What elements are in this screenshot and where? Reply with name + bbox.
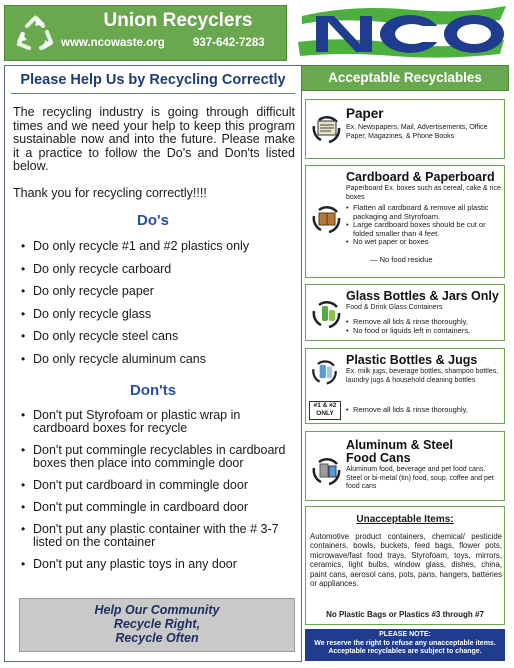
rule-item: • No wet paper or boxes <box>346 238 503 247</box>
badge-line: #1 & #2 <box>313 402 337 409</box>
list-item: • Do only recycle glass <box>21 308 291 321</box>
nco-logo <box>294 2 510 62</box>
category-rules <box>346 406 503 415</box>
badge-line: ONLY <box>316 410 334 417</box>
category-description: Aluminum food, beverage and pet food cans. Steel or bi-metal (tin) food, soup, coffee and pet food cans <box>346 466 494 490</box>
donts-heading: Don'ts <box>129 382 177 399</box>
rule-item: — No food residue <box>370 255 433 264</box>
panel-heading: Acceptable Recyclables <box>301 65 509 91</box>
list-item: • Do only recycle aluminum cans <box>21 353 291 366</box>
unacceptable-items <box>305 506 505 625</box>
list-item: • Don't put any plastic toys in any door <box>21 558 291 571</box>
website-link[interactable]: www.ncowaste.org <box>61 37 165 49</box>
dos-list <box>21 240 291 375</box>
instructions-panel <box>4 65 302 662</box>
banner-line: Recycle Often <box>115 631 199 645</box>
list-item: • Do only recycle #1 and #2 plastics only <box>21 240 291 253</box>
intro-paragraph: The recycling industry is going through difficult times and we need your help to keep this program sustainable now and into the future. Please make it a practice to follow the Do's and Don'ts listed below. <box>13 105 295 173</box>
list-item: • Do only recycle paper <box>21 285 291 298</box>
category-cardboard <box>305 165 505 278</box>
list-item: • Don't put commingle in cardboard door <box>21 501 291 514</box>
note-box <box>305 629 505 661</box>
unacceptable-list: Automotive product containers, chemical/ pesticide containers, bowls, buckets, feed bags, flower pots, microwave/fast food trays, Styrofoam, toys, mirrors, ceramics, light bulbs, window glass, dishes, china, paint cans, aerosol cans, pots, pans, hangers, batteries or appliances. <box>310 532 502 589</box>
banner-line: Recycle Right, <box>113 617 201 631</box>
cardboard-recycle-icon <box>309 200 345 236</box>
rule-item: • Flatten all cardboard & remove all plastic packaging and Styrofoam. <box>346 204 503 221</box>
list-item: • Don't put Styrofoam or plastic wrap in cardboard boxes for recycle <box>21 409 291 435</box>
recyclables-panel <box>299 65 510 662</box>
category-metal-cans <box>305 431 505 501</box>
category-title: Aluminum & Steel <box>346 438 453 452</box>
banner-line: Help Our Community <box>94 603 220 617</box>
category-title: Plastic Bottles & Jugs <box>346 353 478 367</box>
category-paper <box>305 99 505 159</box>
rule-item: • Large cardboard boxes should be cut or folded smaller than 4 feet. <box>346 221 503 238</box>
panel-title: Please Help Us by Recycling Correctly <box>20 72 286 88</box>
list-item: • Don't put commingle recyclables in cardboard boxes then place into commingle door <box>21 444 291 470</box>
community-banner <box>19 598 295 652</box>
rule-item: • No food or liquids left in containers. <box>346 327 503 336</box>
dos-heading: Do's <box>137 212 169 229</box>
category-plastic <box>305 348 505 424</box>
header-banner <box>4 5 287 61</box>
category-description: Food & Drink Glass Containers <box>346 304 443 311</box>
note-heading: PLEASE NOTE: <box>379 631 431 638</box>
category-rules <box>346 204 503 247</box>
recycle-icon <box>13 12 57 56</box>
paper-recycle-icon <box>309 110 345 146</box>
phone-number: 937-642-7283 <box>193 37 265 49</box>
note-line: Acceptable recyclables are subject to change. <box>328 648 482 655</box>
rule-item: • Remove all lids & rinse thoroughly, <box>346 318 503 327</box>
category-description: Ex. Newspapers, Mail, Advertisements, Office Paper, Magazines, & Phone Books <box>346 124 488 140</box>
category-title: Food Cans <box>346 451 411 465</box>
divider <box>11 93 295 94</box>
thanks-text: Thank you for recycling correctly!!!! <box>13 186 207 200</box>
plastic-recycle-icon <box>309 355 341 387</box>
category-description: Paperboard Ex. boxes such as cereal, cake & rice boxes <box>346 185 501 201</box>
unacceptable-title: Unacceptable Items: <box>356 514 454 525</box>
cans-recycle-icon <box>309 452 345 488</box>
category-description: Ex. milk jugs, beverage bottles, shampoo bottles, laundry jugs & household cleaning bottles <box>346 368 499 384</box>
rule-item: • Remove all lids & rinse thoroughly, <box>346 406 503 415</box>
org-title: Union Recyclers <box>103 10 253 31</box>
category-rules <box>346 318 503 335</box>
unacceptable-footer: No Plastic Bags or Plastics #3 through #7 <box>326 610 484 619</box>
list-item: • Don't put cardboard in commingle door <box>21 479 291 492</box>
list-item: • Do only recycle carboard <box>21 263 291 276</box>
note-line: We reserve the right to refuse any unacceptable items. <box>314 639 496 647</box>
list-item: • Do only recycle steel cans <box>21 330 291 343</box>
plastics-only-badge <box>309 401 341 420</box>
list-item: • Don't put any plastic container with the # 3-7 listed on the container <box>21 523 291 549</box>
category-title: Glass Bottles & Jars Only <box>346 289 499 303</box>
category-title: Cardboard & Paperboard <box>346 170 495 184</box>
category-glass <box>305 284 505 341</box>
glass-recycle-icon <box>309 295 345 331</box>
category-title: Paper <box>346 106 384 121</box>
donts-list <box>21 409 291 580</box>
